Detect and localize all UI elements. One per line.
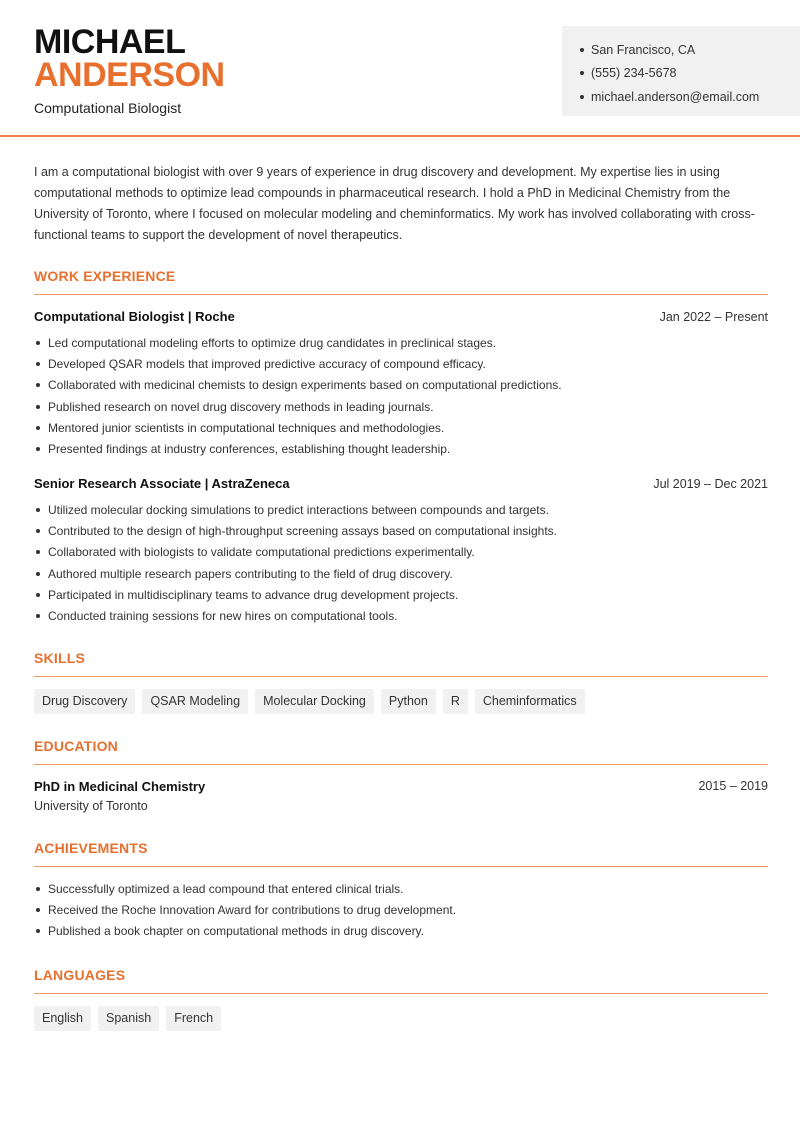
list-item xyxy=(34,584,768,605)
bullet-text: Received the Roche Innovation Award for contributions to drug development. xyxy=(48,902,457,917)
bullet-text: Authored multiple research papers contributing to the field of drug discovery. xyxy=(48,566,453,581)
section-title-skills: SKILLS xyxy=(34,650,85,666)
job-role: Senior Research Associate | AstraZeneca xyxy=(34,476,290,491)
job-dates: Jul 2019 – Dec 2021 xyxy=(653,476,768,491)
bullet-text: Presented findings at industry conferences, establishing thought leadership. xyxy=(48,442,451,457)
bullet-text: Mentored junior scientists in computational techniques and methodologies. xyxy=(48,420,445,435)
bullet-text: Published a book chapter on computational methods in drug discovery. xyxy=(48,924,425,939)
contact-location-text: San Francisco, CA xyxy=(591,42,696,57)
skill-tag: QSAR Modeling xyxy=(142,689,248,714)
contact-email-text[interactable]: michael.anderson@email.com xyxy=(591,89,760,104)
list-item xyxy=(34,375,768,396)
languages-list xyxy=(34,1006,221,1031)
list-item xyxy=(34,921,768,942)
section-title-achievements: ACHIEVEMENTS xyxy=(34,840,148,856)
bullet-icon xyxy=(36,508,40,512)
bullet-text: Developed QSAR models that improved predictive accuracy of compound efficacy. xyxy=(48,356,486,371)
language-tag: French xyxy=(166,1006,221,1031)
bullet-text: Conducted training sessions for new hires on computational tools. xyxy=(48,609,398,624)
section-title-work: WORK EXPERIENCE xyxy=(34,268,176,284)
job-role: Computational Biologist | Roche xyxy=(34,309,235,324)
list-item xyxy=(34,605,768,626)
section-divider xyxy=(34,764,768,765)
resume-header xyxy=(0,0,800,137)
skill-tag: Drug Discovery xyxy=(34,689,135,714)
contact-location xyxy=(580,38,800,62)
section-divider xyxy=(34,993,768,994)
bullet-text: Led computational modeling efforts to optimize drug candidates in preclinical stages. xyxy=(48,335,497,350)
bullet-icon xyxy=(36,529,40,533)
job-title: Computational Biologist xyxy=(34,100,182,116)
bullet-icon xyxy=(580,48,584,52)
bullet-text: Successfully optimized a lead compound that entered clinical trials. xyxy=(48,881,404,896)
job-dates: Jan 2022 – Present xyxy=(659,309,768,324)
bullet-icon xyxy=(36,362,40,366)
achievements-list xyxy=(34,878,768,942)
list-item xyxy=(34,520,768,541)
language-tag: Spanish xyxy=(98,1006,159,1031)
bullet-icon xyxy=(580,95,584,99)
section-title-languages: LANGUAGES xyxy=(34,967,126,983)
education-dates: 2015 – 2019 xyxy=(698,779,768,793)
first-name: MICHAEL xyxy=(34,23,186,61)
contact-box xyxy=(562,26,800,116)
bullet-text: Utilized molecular docking simulations to predict interactions between compounds and targets. xyxy=(48,502,549,517)
education-degree: PhD in Medicinal Chemistry xyxy=(34,779,206,794)
bullet-icon xyxy=(580,71,584,75)
bullet-icon xyxy=(36,383,40,387)
job-bullets xyxy=(34,332,768,460)
skill-tag: Python xyxy=(381,689,436,714)
list-item xyxy=(34,417,768,438)
bullet-icon xyxy=(36,929,40,933)
section-divider xyxy=(34,676,768,677)
job-header xyxy=(34,309,768,324)
section-title-education: EDUCATION xyxy=(34,738,118,754)
bullet-icon xyxy=(36,550,40,554)
list-item xyxy=(34,353,768,374)
list-item xyxy=(34,899,768,920)
bullet-icon xyxy=(36,572,40,576)
list-item xyxy=(34,563,768,584)
list-item xyxy=(34,878,768,899)
bullet-icon xyxy=(36,447,40,451)
skill-tag: Cheminformatics xyxy=(475,689,585,714)
last-name: ANDERSON xyxy=(34,56,225,94)
bullet-text: Contributed to the design of high-throughput screening assays based on computational insights. xyxy=(48,523,557,538)
bullet-icon xyxy=(36,887,40,891)
bullet-icon xyxy=(36,614,40,618)
section-divider xyxy=(34,294,768,295)
list-item xyxy=(34,499,768,520)
skill-tag: R xyxy=(443,689,468,714)
list-item xyxy=(34,542,768,563)
bullet-text: Collaborated with medicinal chemists to design experiments based on computational predictions. xyxy=(48,378,562,393)
bullet-icon xyxy=(36,593,40,597)
skills-list xyxy=(34,689,585,714)
bullet-text: Collaborated with biologists to validate computational predictions experimentally. xyxy=(48,545,475,560)
bullet-text: Published research on novel drug discovery methods in leading journals. xyxy=(48,399,434,414)
contact-phone-text: (555) 234-5678 xyxy=(591,66,677,81)
contact-phone xyxy=(580,62,800,86)
skill-tag: Molecular Docking xyxy=(255,689,374,714)
bullet-icon xyxy=(36,426,40,430)
language-tag: English xyxy=(34,1006,91,1031)
section-divider xyxy=(34,866,768,867)
bullet-text: Participated in multidisciplinary teams to advance drug development projects. xyxy=(48,587,459,602)
list-item xyxy=(34,438,768,459)
job-header xyxy=(34,476,768,491)
list-item xyxy=(34,332,768,353)
bullet-icon xyxy=(36,341,40,345)
list-item xyxy=(34,396,768,417)
education-school: University of Toronto xyxy=(34,799,148,813)
job-bullets xyxy=(34,499,768,627)
bullet-icon xyxy=(36,405,40,409)
bullet-icon xyxy=(36,908,40,912)
contact-email[interactable] xyxy=(580,85,800,109)
summary-paragraph: I am a computational biologist with over 9 years of experience in drug discovery and development. My expertise lies in using computational methods to optimize lead compounds in pharmaceutical research. I hold a PhD in Medicinal Chemistry from the University of Toronto, where I focused on molecular modeling and cheminformatics. My work has involved collaborating with cross-functional teams to support the development of novel therapeutics. xyxy=(34,165,755,242)
